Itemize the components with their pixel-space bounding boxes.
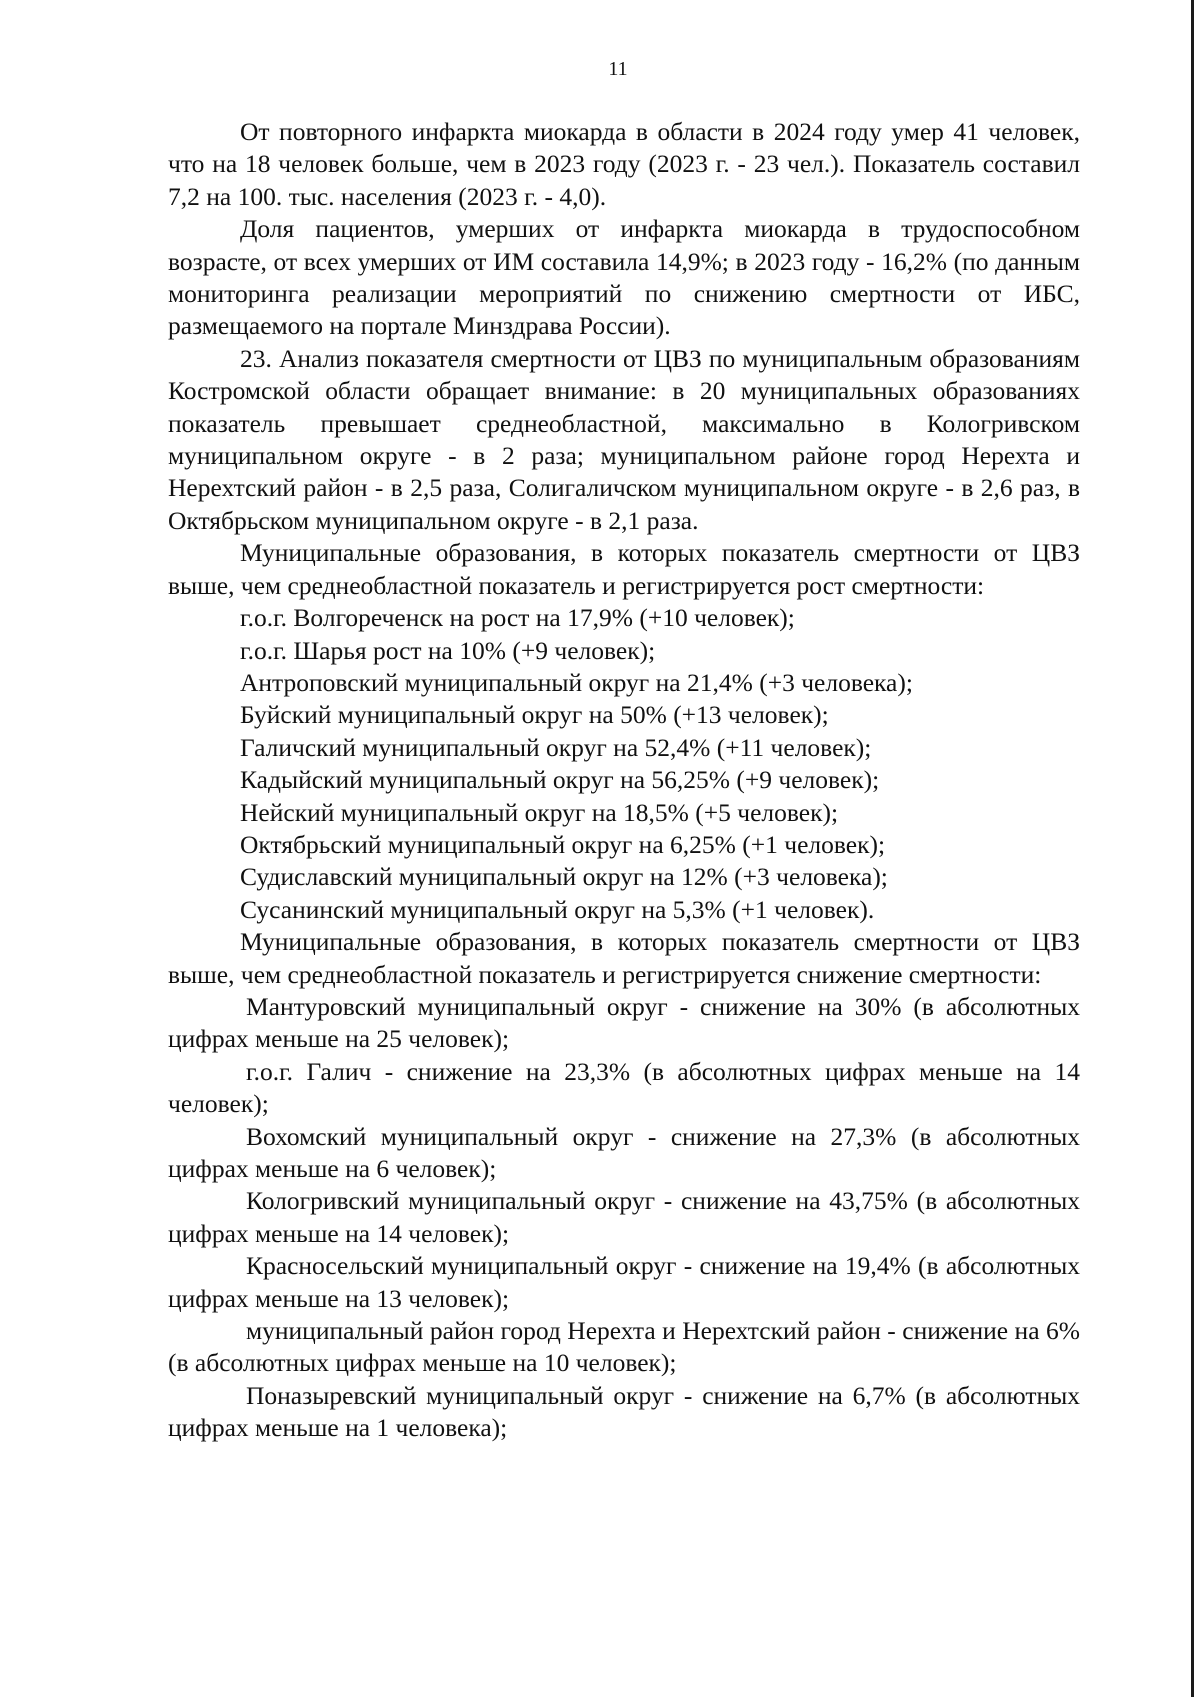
growth-list — [168, 602, 1080, 926]
paragraph-decline-intro: Муниципальные образования, в которых показатель смертности от ЦВЗ выше, чем среднеобластной показатель и регистрируется снижение смертности: — [168, 927, 1080, 989]
list-item: Сусанинский муниципальный округ на 5,3% (+1 человек). — [240, 894, 875, 924]
list-item: Красносельский муниципальный округ - снижение на 19,4% (в абсолютных цифрах меньше на 13 человек); — [168, 1251, 1080, 1313]
document-body — [168, 116, 1080, 1445]
list-item: Антроповский муниципальный округ на 21,4% (+3 человека); — [240, 667, 913, 697]
page-edge-line — [1191, 0, 1194, 1697]
list-item: г.о.г. Галич - снижение на 23,3% (в абсолютных цифрах меньше на 14 человек); — [168, 1056, 1080, 1119]
decline-list — [168, 991, 1080, 1445]
list-item: Нейский муниципальный округ на 18,5% (+5 человек); — [240, 797, 839, 827]
list-item: Вохомский муниципальный округ - снижение на 27,3% (в абсолютных цифрах меньше на 6 человек); — [168, 1121, 1080, 1183]
paragraph-growth-intro: Муниципальные образования, в которых показатель смертности от ЦВЗ выше, чем среднеобластной показатель и регистрируется рост смертности: — [168, 538, 1080, 600]
paragraph-cvd-analysis: 23. Анализ показателя смертности от ЦВЗ по муниципальным образованиям Костромской области обращает внимание: в 20 муниципальных образованиях показатель превышает среднеобластной, максимально в Кологривском муниципальном округе - в 2 раза; муниципальном районе город Нерехта и Нерехтский район - в 2,5 раза, Солигаличском муниципальном округе - в 2,6 раз, в Октябрьском муниципальном округе - в 2,1 раза. — [168, 343, 1080, 535]
list-item: г.о.г. Шарья рост на 10% (+9 человек); — [240, 635, 656, 665]
list-item: Поназыревский муниципальный округ - снижение на 6,7% (в абсолютных цифрах меньше на 1 человека); — [168, 1380, 1080, 1443]
list-item: Судиславский муниципальный округ на 12% (+3 человека); — [240, 862, 888, 892]
list-item: Буйский муниципальный округ на 50% (+13 человек); — [240, 700, 829, 730]
list-item: Кологривский муниципальный округ - снижение на 43,75% (в абсолютных цифрах меньше на 14 человек); — [168, 1186, 1080, 1248]
list-item: Кадыйский муниципальный округ на 56,25% (+9 человек); — [240, 765, 880, 795]
list-item: муниципальный район город Нерехта и Нерехтский район - снижение на 6% (в абсолютных цифрах меньше на 10 человек); — [168, 1316, 1080, 1378]
paragraph-working-age-share: Доля пациентов, умерших от инфаркта миокарда в трудоспособном возрасте, от всех умерших от ИМ составила 14,9%; в 2023 году - 16,2% (по данным мониторинга реализации мероприятий по снижению смертности от ИБС, размещаемого на портале Минздрава России). — [168, 214, 1080, 341]
page-number: 11 — [608, 58, 628, 80]
list-item: Галичский муниципальный округ на 52,4% (+11 человек); — [240, 732, 872, 762]
list-item: Октябрьский муниципальный округ на 6,25% (+1 человек); — [240, 829, 886, 859]
paragraph-repeat-infarction: От повторного инфаркта миокарда в области в 2024 году умер 41 человек, что на 18 человек больше, чем в 2023 году (2023 г. - 23 чел.). Показатель составил 7,2 на 100. тыс. населения (2023 г. - 4,0). — [168, 117, 1080, 211]
list-item: Мантуровский муниципальный округ - снижение на 30% (в абсолютных цифрах меньше на 25 человек); — [168, 991, 1080, 1054]
list-item: г.о.г. Волгореченск на рост на 17,9% (+10 человек); — [240, 603, 795, 633]
